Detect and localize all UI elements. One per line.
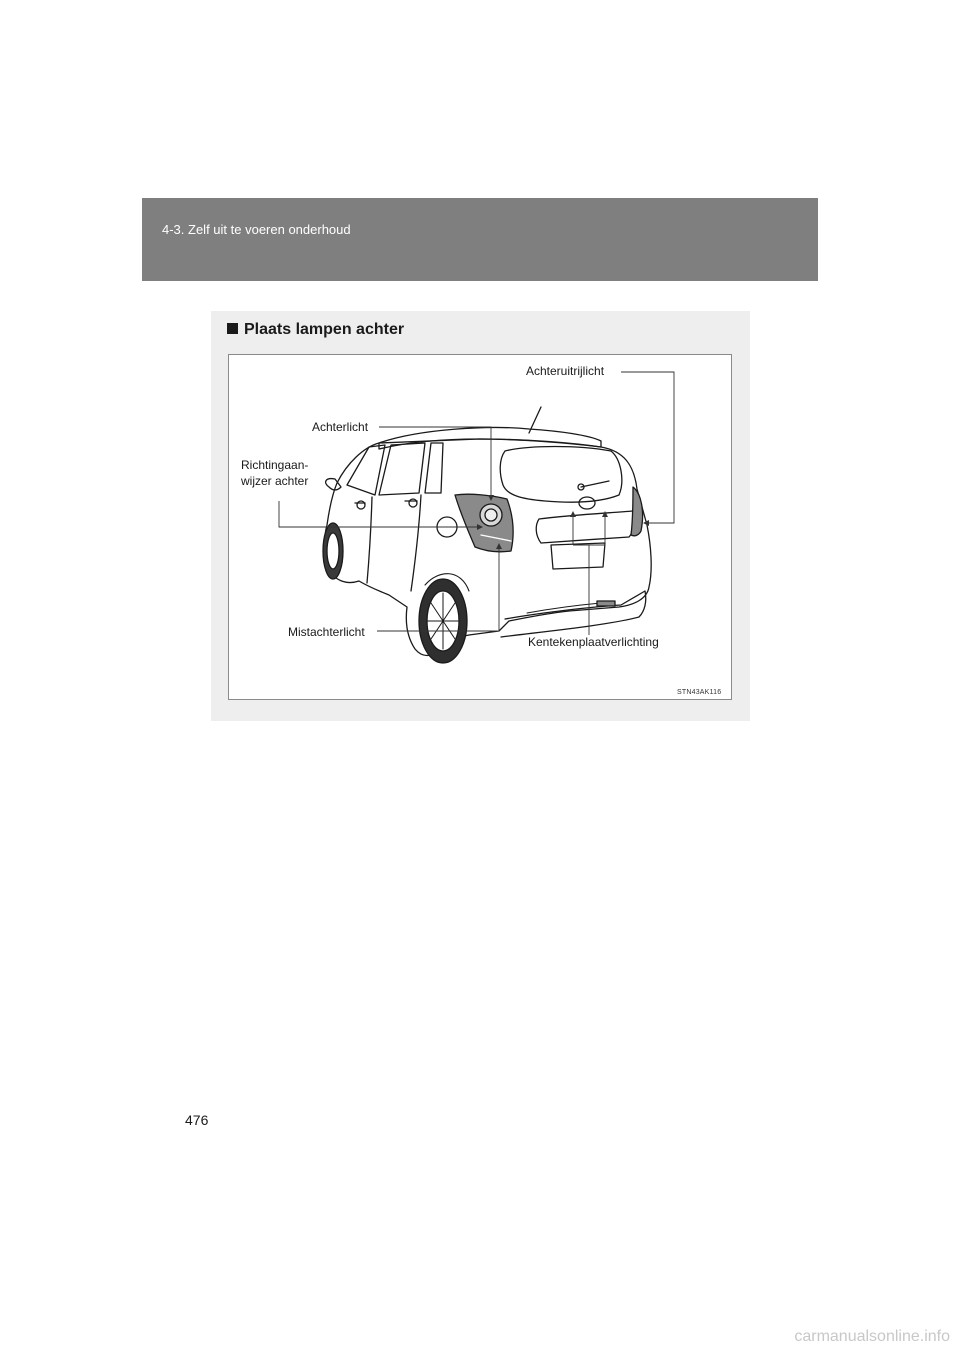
turn-signal-label-line2: wijzer achter bbox=[241, 474, 309, 488]
turn-signal-leader bbox=[279, 501, 479, 527]
panel-heading-text: Plaats lampen achter bbox=[244, 321, 405, 338]
panel-heading bbox=[227, 321, 404, 339]
reversing-light-leader bbox=[621, 372, 674, 523]
watermark-text: carmanualsonline.info bbox=[794, 1328, 950, 1345]
plate-lamp-panel bbox=[536, 511, 634, 543]
reversing-light-label: Achteruitrijlicht bbox=[526, 364, 605, 378]
car-rear-illustration bbox=[229, 355, 733, 701]
turn-signal-label-line1: Richtingaan- bbox=[241, 458, 309, 472]
rear-lamps-figure bbox=[228, 354, 732, 700]
header-band bbox=[142, 198, 818, 281]
fog-light-label: Mistachterlicht bbox=[288, 625, 365, 639]
rear-side-window bbox=[347, 445, 385, 495]
right-tail-light-shape bbox=[631, 487, 643, 536]
quarter-window bbox=[425, 443, 443, 493]
tail-light-label: Achterlicht bbox=[312, 420, 369, 434]
info-panel bbox=[211, 311, 750, 721]
roof-shape bbox=[379, 428, 601, 449]
tailgate-window bbox=[500, 447, 622, 503]
square-bullet-icon bbox=[227, 323, 238, 334]
section-title: 4-3. Zelf uit te voeren onderhoud bbox=[162, 222, 351, 237]
rear-door-window bbox=[379, 443, 425, 495]
plate-light-leader bbox=[573, 515, 605, 635]
figure-code: STN43AK116 bbox=[677, 689, 722, 696]
page-number: 476 bbox=[185, 1112, 209, 1128]
plate-light-label: Kentekenplaatverlichting bbox=[528, 635, 659, 649]
